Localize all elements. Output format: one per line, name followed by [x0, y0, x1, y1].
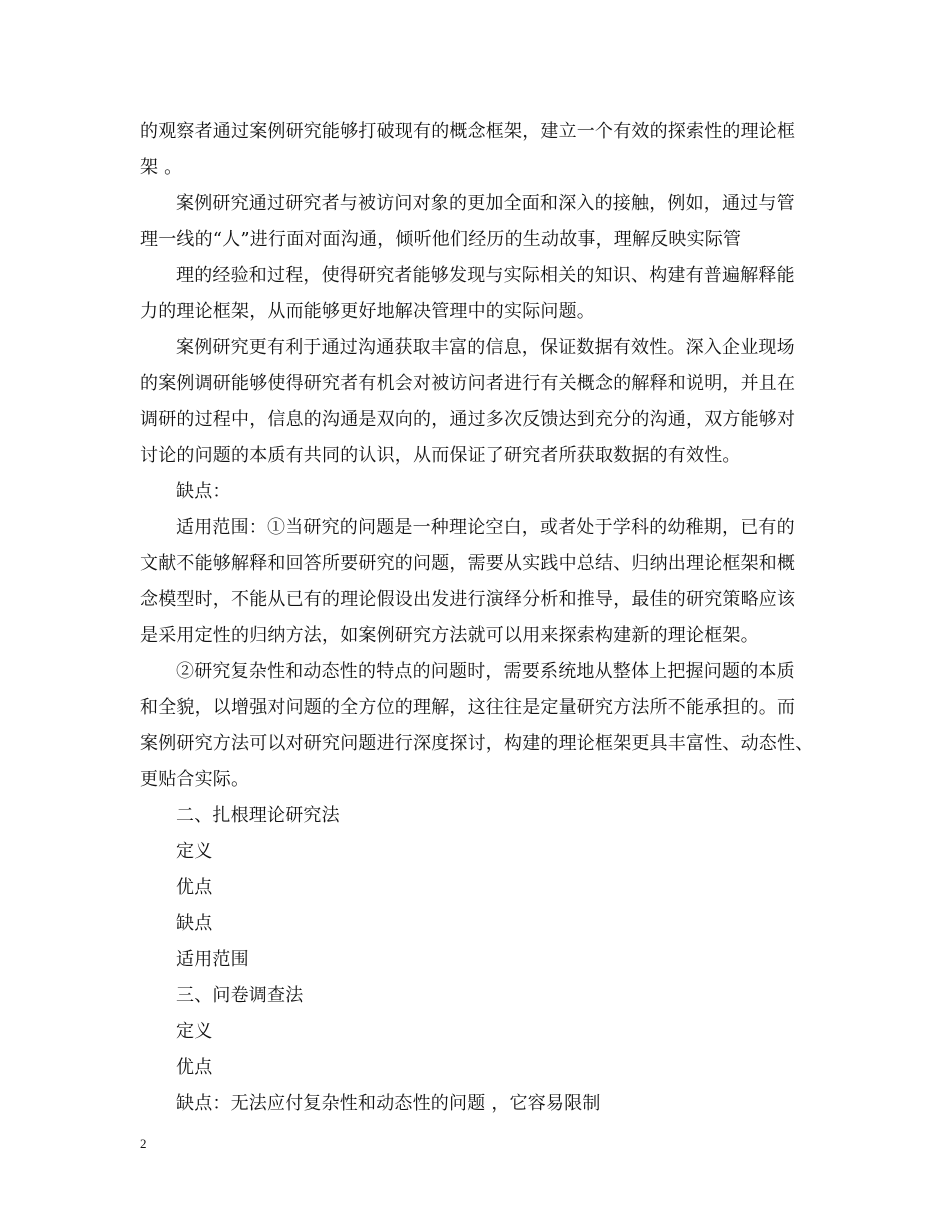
paragraph-line: 和全貌，以增强对问题的全方位的理解，这往往是定量研究方法所不能承担的。而 [140, 697, 796, 718]
paragraph-line: 更贴合实际。 [140, 769, 250, 790]
section-heading: 三、问卷调查法 [176, 985, 304, 1006]
paragraph-line: 讨论的问题的本质有共同的认识，从而保证了研究者所获取数据的有效性。 [140, 445, 741, 466]
paragraph-line: 缺点：无法应付复杂性和动态性的问题 ，它容易限制 [176, 1093, 601, 1114]
subsection-label: 定义 [176, 841, 213, 862]
paragraph-line: 理一线的“人”进行面对面沟通，倾听他们经历的生动故事，理解反映实际管 [140, 229, 742, 250]
subsection-label: 优点 [176, 1057, 213, 1078]
subsection-label: 缺点 [176, 913, 213, 934]
paragraph-line: 适用范围：①当研究的问题是一种理论空白，或者处于学科的幼稚期，已有的 [176, 517, 795, 538]
section-label: 缺点： [176, 481, 231, 502]
subsection-label: 适用范围 [176, 949, 249, 970]
subsection-label: 定义 [176, 1021, 213, 1042]
paragraph-line: 的案例调研能够使得研究者有机会对被访问者进行有关概念的解释和说明，并且在 [140, 373, 796, 394]
paragraph-line: 架 。 [140, 157, 183, 178]
paragraph-line: 的观察者通过案例研究能够打破现有的概念框架，建立一个有效的探索性的理论框 [140, 121, 796, 142]
paragraph-line: 调研的过程中，信息的沟通是双向的，通过多次反馈达到充分的沟通，双方能够对 [140, 409, 796, 430]
paragraph-line: 文献不能够解释和回答所要研究的问题，需要从实践中总结、归纳出理论框架和概 [140, 553, 796, 574]
page-number: 2 [140, 1136, 147, 1151]
paragraph-line: 理的经验和过程，使得研究者能够发现与实际相关的知识、构建有普遍解释能 [176, 265, 795, 286]
paragraph-line: 案例研究更有利于通过沟通获取丰富的信息，保证数据有效性。深入企业现场 [176, 337, 795, 358]
section-heading: 二、扎根理论研究法 [176, 805, 340, 826]
paragraph-line: 力的理论框架，从而能够更好地解决管理中的实际问题。 [140, 301, 595, 322]
paragraph-line: 是采用定性的归纳方法，如案例研究方法就可以用来探索构建新的理论框架。 [140, 625, 759, 646]
paragraph-line: 案例研究方法可以对研究问题进行深度探讨，构建的理论框架更具丰富性、动态性、 [140, 733, 814, 754]
paragraph-line: 念模型时，不能从已有的理论假设出发进行演绎分析和推导，最佳的研究策略应该 [140, 589, 796, 610]
subsection-label: 优点 [176, 877, 213, 898]
paragraph-line: 案例研究通过研究者与被访问对象的更加全面和深入的接触，例如，通过与管 [176, 193, 795, 214]
paragraph-line: ②研究复杂性和动态性的特点的问题时，需要系统地从整体上把握问题的本质 [176, 661, 795, 682]
